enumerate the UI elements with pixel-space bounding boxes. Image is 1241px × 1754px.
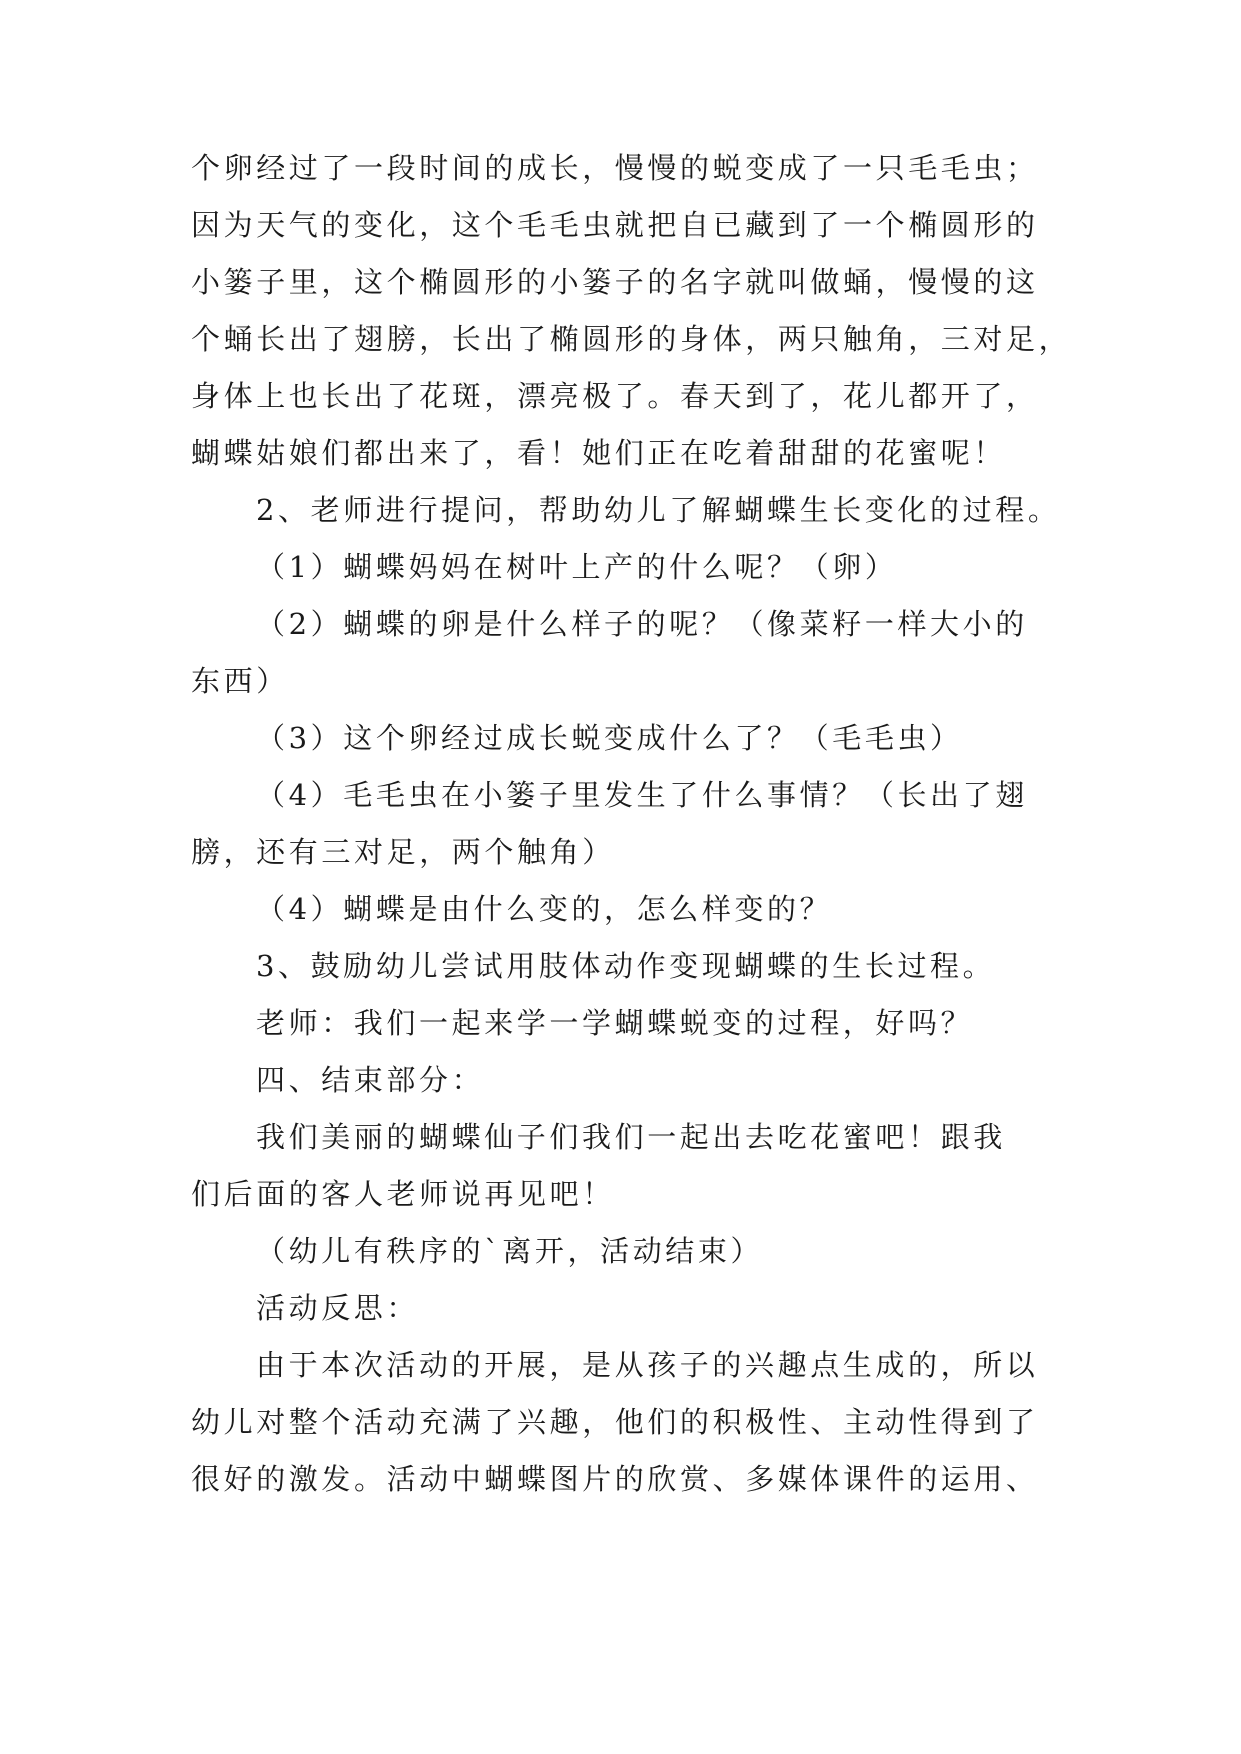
text-line: 身体上也长出了花斑，漂亮极了。春天到了，花儿都开了， — [191, 379, 1039, 413]
text-line: 东西） — [191, 664, 289, 698]
text-line: 老师：我们一起来学一学蝴蝶蜕变的过程，好吗？ — [256, 1006, 974, 1040]
text-line: （3）这个卵经过成长蜕变成什么了？（毛毛虫） — [256, 721, 963, 755]
text-line: 小篓子里，这个椭圆形的小篓子的名字就叫做蛹，慢慢的这 — [191, 265, 1039, 299]
text-line: 我们美丽的蝴蝶仙子们我们一起出去吃花蜜吧！跟我 — [256, 1120, 1006, 1154]
text-line: （1）蝴蝶妈妈在树叶上产的什么呢？（卵） — [256, 550, 898, 584]
text-line: 幼儿对整个活动充满了兴趣，他们的积极性、主动性得到了 — [191, 1405, 1039, 1439]
text-line: （幼儿有秩序的`离开，活动结束） — [256, 1234, 764, 1268]
text-line: 四、结束部分： — [256, 1063, 485, 1097]
text-line: 很好的激发。活动中蝴蝶图片的欣赏、多媒体课件的运用、 — [191, 1462, 1039, 1496]
text-line: 因为天气的变化，这个毛毛虫就把自已藏到了一个椭圆形的 — [191, 208, 1039, 242]
text-line: 们后面的客人老师说再见吧！ — [191, 1177, 615, 1211]
text-line: （2）蝴蝶的卵是什么样子的呢？（像菜籽一样大小的 — [256, 607, 1028, 641]
text-line: 蝴蝶姑娘们都出来了，看！她们正在吃着甜甜的花蜜呢！ — [191, 436, 1007, 470]
text-line: （4）毛毛虫在小篓子里发生了什么事情？（长出了翅 — [256, 778, 1028, 812]
text-line: 个蛹长出了翅膀，长出了椭圆形的身体，两只触角，三对足， — [191, 322, 1072, 356]
text-line: 个卵经过了一段时间的成长，慢慢的蜕变成了一只毛毛虫； — [191, 151, 1039, 185]
text-line: 活动反思： — [256, 1291, 420, 1325]
text-line: 由于本次活动的开展，是从孩子的兴趣点生成的，所以 — [256, 1348, 1039, 1382]
text-line: 2、老师进行提问，帮助幼儿了解蝴蝶生长变化的过程。 — [256, 493, 1061, 527]
text-line: 3、鼓励幼儿尝试用肢体动作变现蝴蝶的生长过程。 — [256, 949, 996, 983]
text-line: （4）蝴蝶是由什么变的，怎么样变的？ — [256, 892, 833, 926]
text-line: 膀，还有三对足，两个触角） — [191, 835, 615, 869]
